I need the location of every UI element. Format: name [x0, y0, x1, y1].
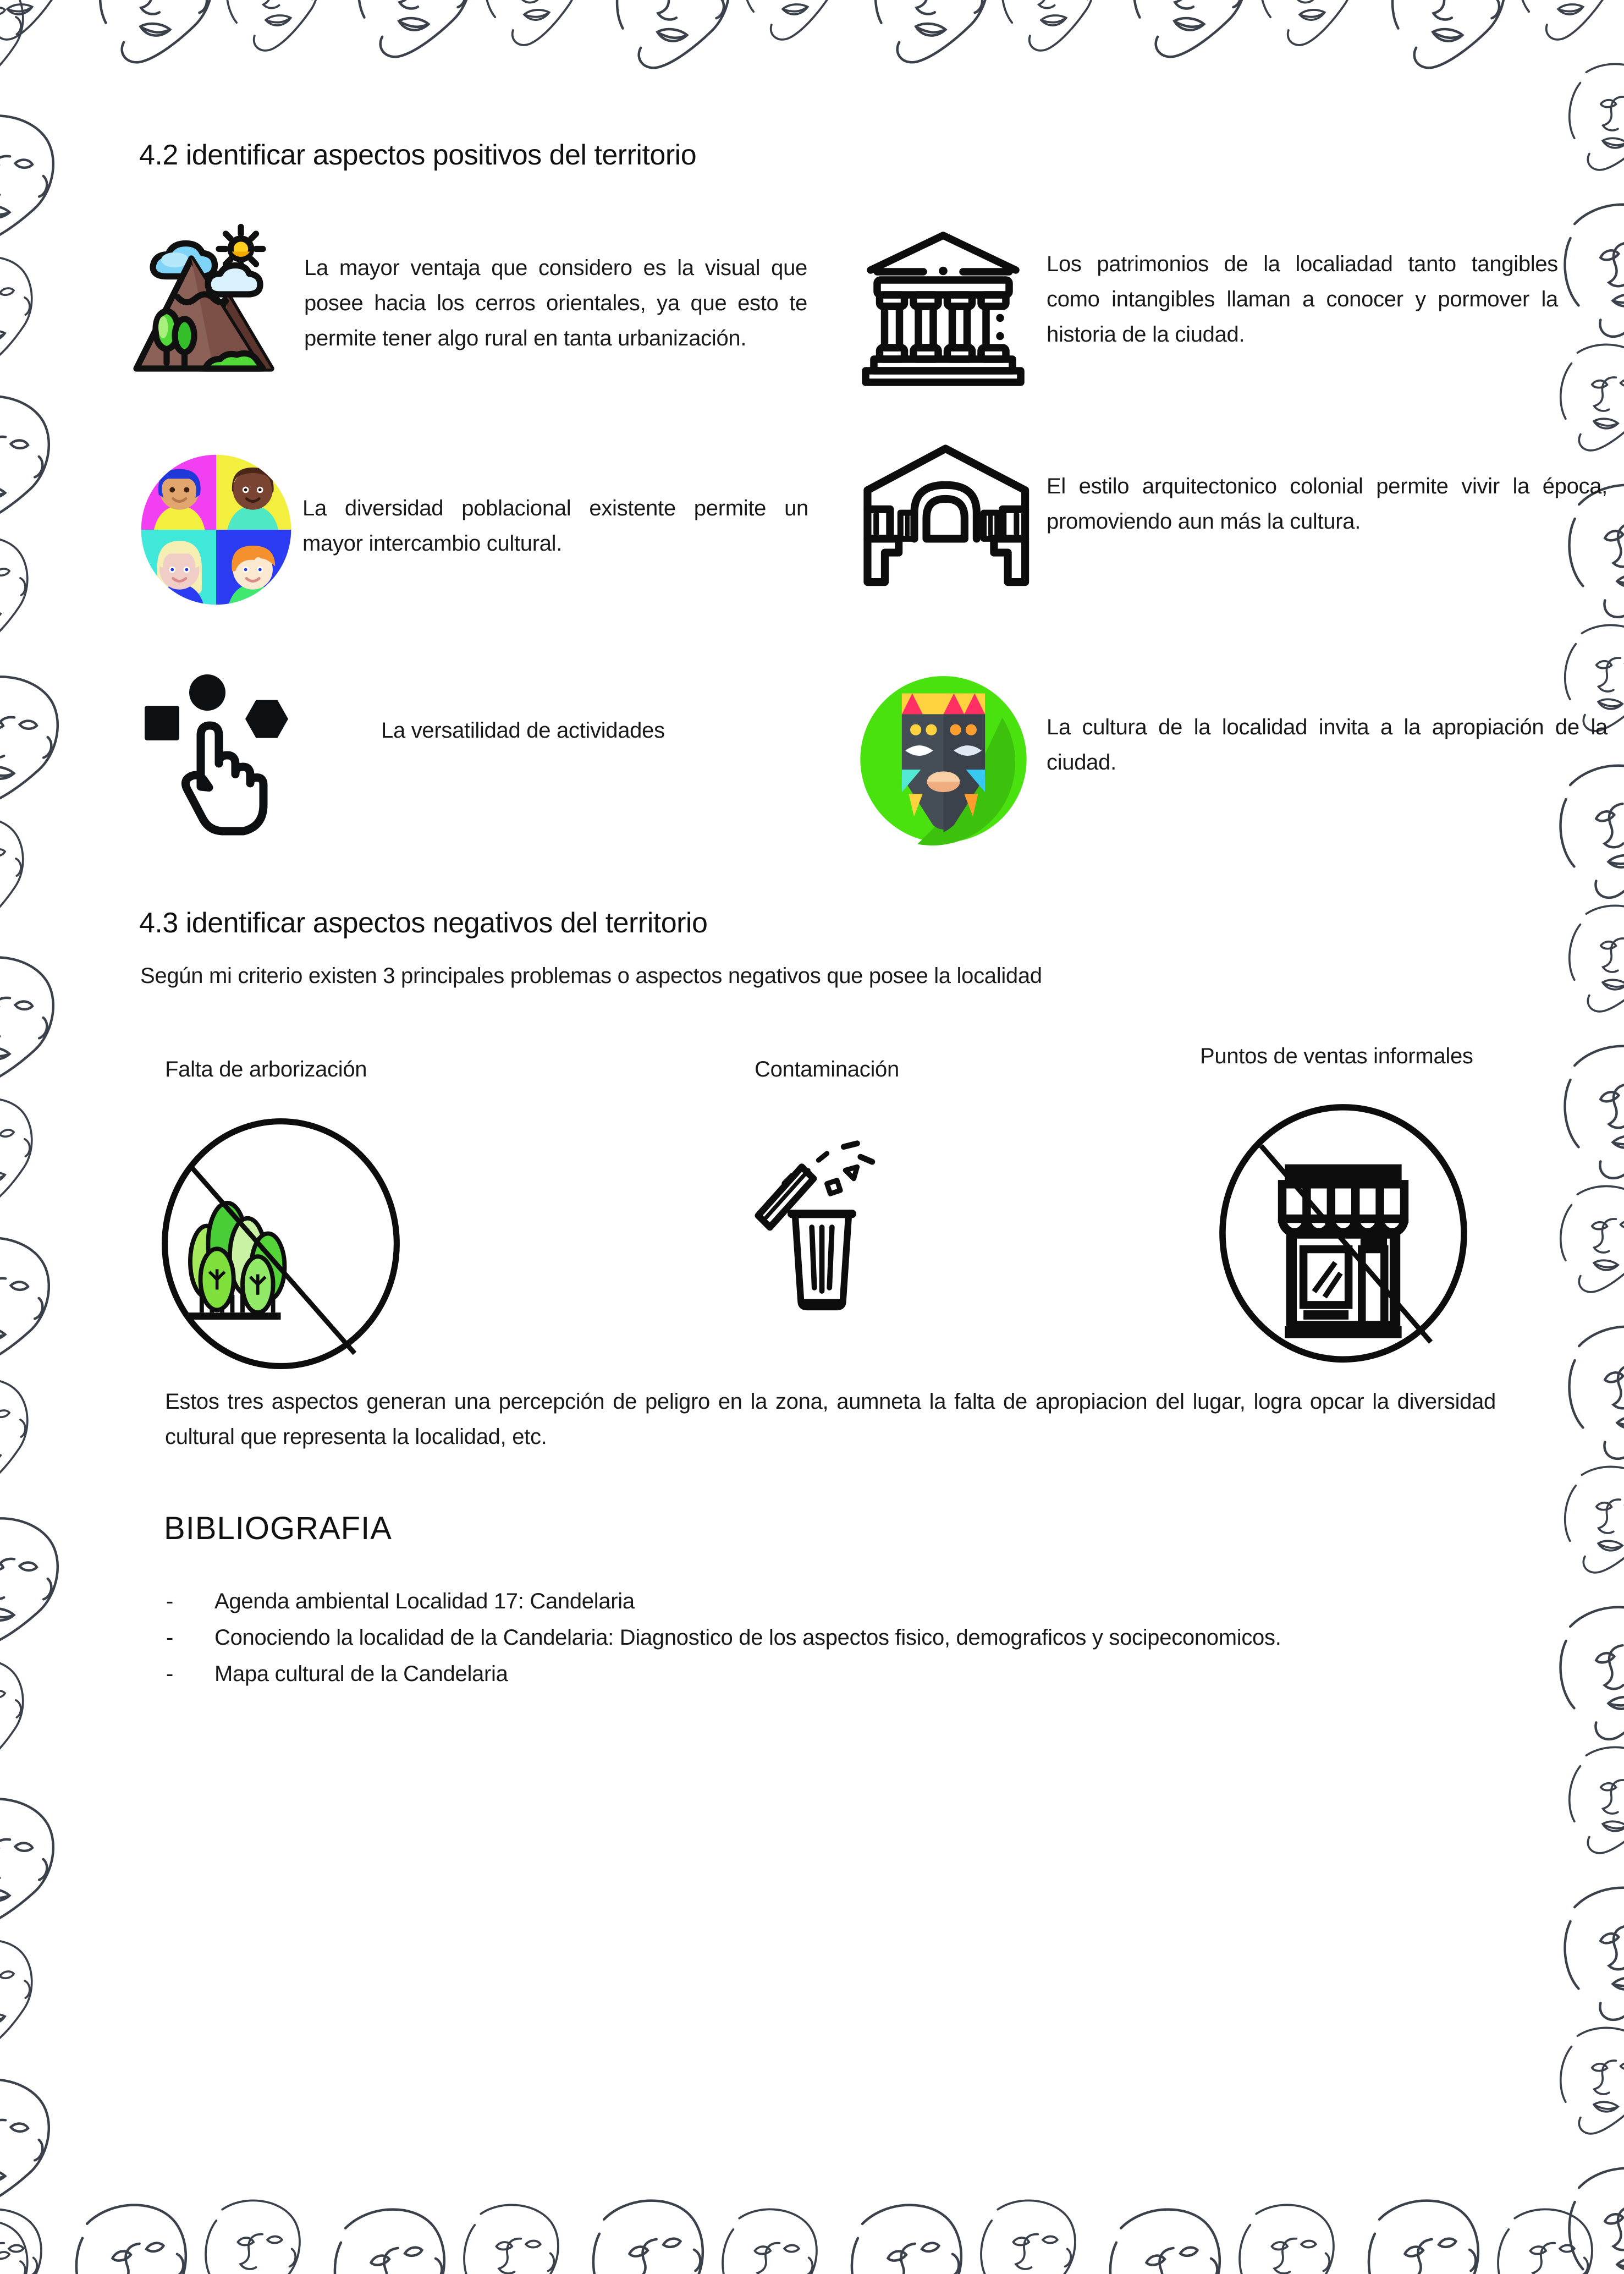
- section-4-2-title: 4.2 identificar aspectos positivos del territorio: [139, 139, 697, 171]
- activities-icon: [136, 671, 301, 843]
- tribal-mask-icon: [857, 669, 1030, 855]
- bibliography-item: [166, 1589, 1513, 1614]
- negative-summary: Estos tres aspectos generan una percepción de peligro en la zona, aumneta la falta de apropiacion del lugar, logra opcar la diversidad cultural que representa la localidad, etc.: [165, 1389, 1496, 1449]
- mountain-icon: [128, 223, 293, 393]
- colonial-arch-icon: [862, 443, 1036, 591]
- positive-text-heritage: Los patrimonios de la localiadad tanto tangibles como intangibles llaman a conocer y pormover la historia de la ciudad.: [1047, 252, 1558, 347]
- diversity-icon: [136, 450, 296, 609]
- trash-icon: [738, 1127, 906, 1318]
- bibliography-item: [166, 1625, 1513, 1650]
- list-dash: -: [166, 1625, 174, 1650]
- bibliography-title: BIBLIOGRAFIA: [164, 1510, 392, 1546]
- temple-icon: [861, 226, 1026, 391]
- positive-text-culture: La cultura de la localidad invita a la apropiación de la ciudad.: [1047, 715, 1608, 775]
- list-dash: -: [166, 1662, 174, 1686]
- no-street-vendors-icon: [1210, 1098, 1477, 1371]
- negative-label-arborizacion: Falta de arborización: [165, 1057, 367, 1081]
- no-trees-icon: [153, 1111, 409, 1376]
- bibliography-item: [166, 1661, 1513, 1687]
- list-dash: -: [166, 1589, 174, 1613]
- bibliography-item-text: Conociendo la localidad de la Candelaria: Diagnostico de los aspectos fisico, demograficos y socipeconomicos.: [214, 1625, 1281, 1650]
- bibliography-list: [166, 1589, 1513, 1698]
- positive-text-colonial: El estilo arquitectonico colonial permite vivir la época, promoviendo aun más la cultura.: [1047, 474, 1608, 534]
- negative-label-contaminacion: Contaminación: [755, 1057, 899, 1081]
- positive-text-mountain: La mayor ventaja que considero es la visual que posee hacia los cerros orientales, ya que esto te permite tener algo rural en tanta urbanización.: [304, 256, 807, 350]
- negative-label-ventas-informales: Puntos de ventas informales: [1200, 1044, 1473, 1068]
- positive-text-activities: La versatilidad de actividades: [381, 718, 665, 743]
- section-4-3-title: 4.3 identificar aspectos negativos del territorio: [139, 907, 708, 939]
- section-4-3-intro: Según mi criterio existen 3 principales problemas o aspectos negativos que posee la localidad: [140, 964, 1042, 988]
- positive-text-diversity: La diversidad poblacional existente permite un mayor intercambio cultural.: [302, 496, 808, 556]
- bibliography-item-text: Agenda ambiental Localidad 17: Candelaria: [214, 1589, 635, 1613]
- bibliography-item-text: Mapa cultural de la Candelaria: [214, 1662, 508, 1686]
